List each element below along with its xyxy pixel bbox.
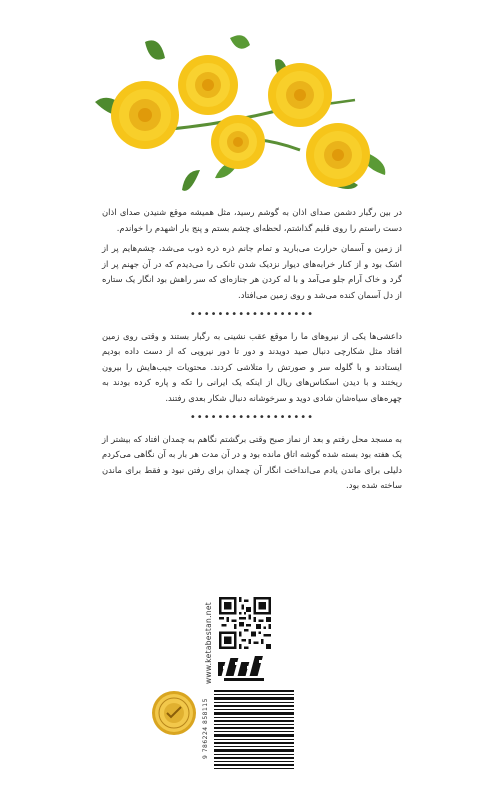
paragraph-3: داعشی‌ها یکی از نیروهای ما را موقع عقب نشینی به رگبار بستند و وقتی روی زمین افتاد مثل شکارچی دنبال صید دویدند و دور تا دور نیرویی که از دست داده بودیم ایستادند و با گلوله سر و صورتش را متلاشی کردند. محتویات جیب‌هایش را بیرون ریختند و با دیدن اسکناس‌های ریال از اینکه یک ایرانی را تکه و پاره کرده بودند به چهره‌های سیاه‌شان شادی دوید و سرخوشانه دنبال شکار بعدی رفتند. — [102, 330, 402, 403]
back-cover-text — [102, 205, 402, 499]
separator-1: •••••••••••••••••• — [189, 308, 315, 320]
paragraph-1: در بین رگبار دشمن صدای اذان به گوشم رسید، مثل همیشه موقع شنیدن صدای اذان دست راستم را روی قلبم گذاشتم، لحظه‌ای چشم بستم و پنج بار اشهدم را خواندم. — [102, 207, 402, 233]
gold-seal-badge-icon — [151, 690, 197, 736]
qr-code-icon — [219, 597, 271, 649]
publisher-logo-icon — [218, 652, 272, 684]
barcode-area — [202, 688, 294, 784]
barcode-icon — [214, 688, 294, 770]
publisher-website: www.ketabestan.net — [204, 602, 213, 684]
isbn-number: 9 786224 858115 — [202, 698, 209, 760]
paragraph-4: به مسجد محل رفتم و بعد از نماز صبح وقتی برگشتم نگاهم به چمدان افتاد که بیشتر از یک هفته بود بسته شده گوشه اتاق مانده بود و در آن مدت هر بار به آن نگاهی می‌کردم دلیلی برای ماندن یادم می‌انداخت انگار آن چمدان برای رفتن نبود و فقط برای ماندن ساخته شده بود. — [102, 433, 402, 491]
yellow-flowers-image — [90, 30, 390, 200]
separator-2: •••••••••••••••••• — [189, 411, 315, 423]
paragraph-2: از زمین و آسمان حرارت می‌بارید و تمام جانم ذره ذره ذوب می‌شد، چشم‌هایم پر از اشک بود و از کنار خرابه‌های دیوار نزدیک شدن تانکی را می‌دیدم که در آن جهنم پر از گرد و خاک آرام جلو می‌آمد و با له کردن هر جنازه‌ای که سر راهش بود انگار یک ستاره از دل آسمان کنده می‌شد و روی زمین می‌افتاد. — [102, 243, 402, 300]
